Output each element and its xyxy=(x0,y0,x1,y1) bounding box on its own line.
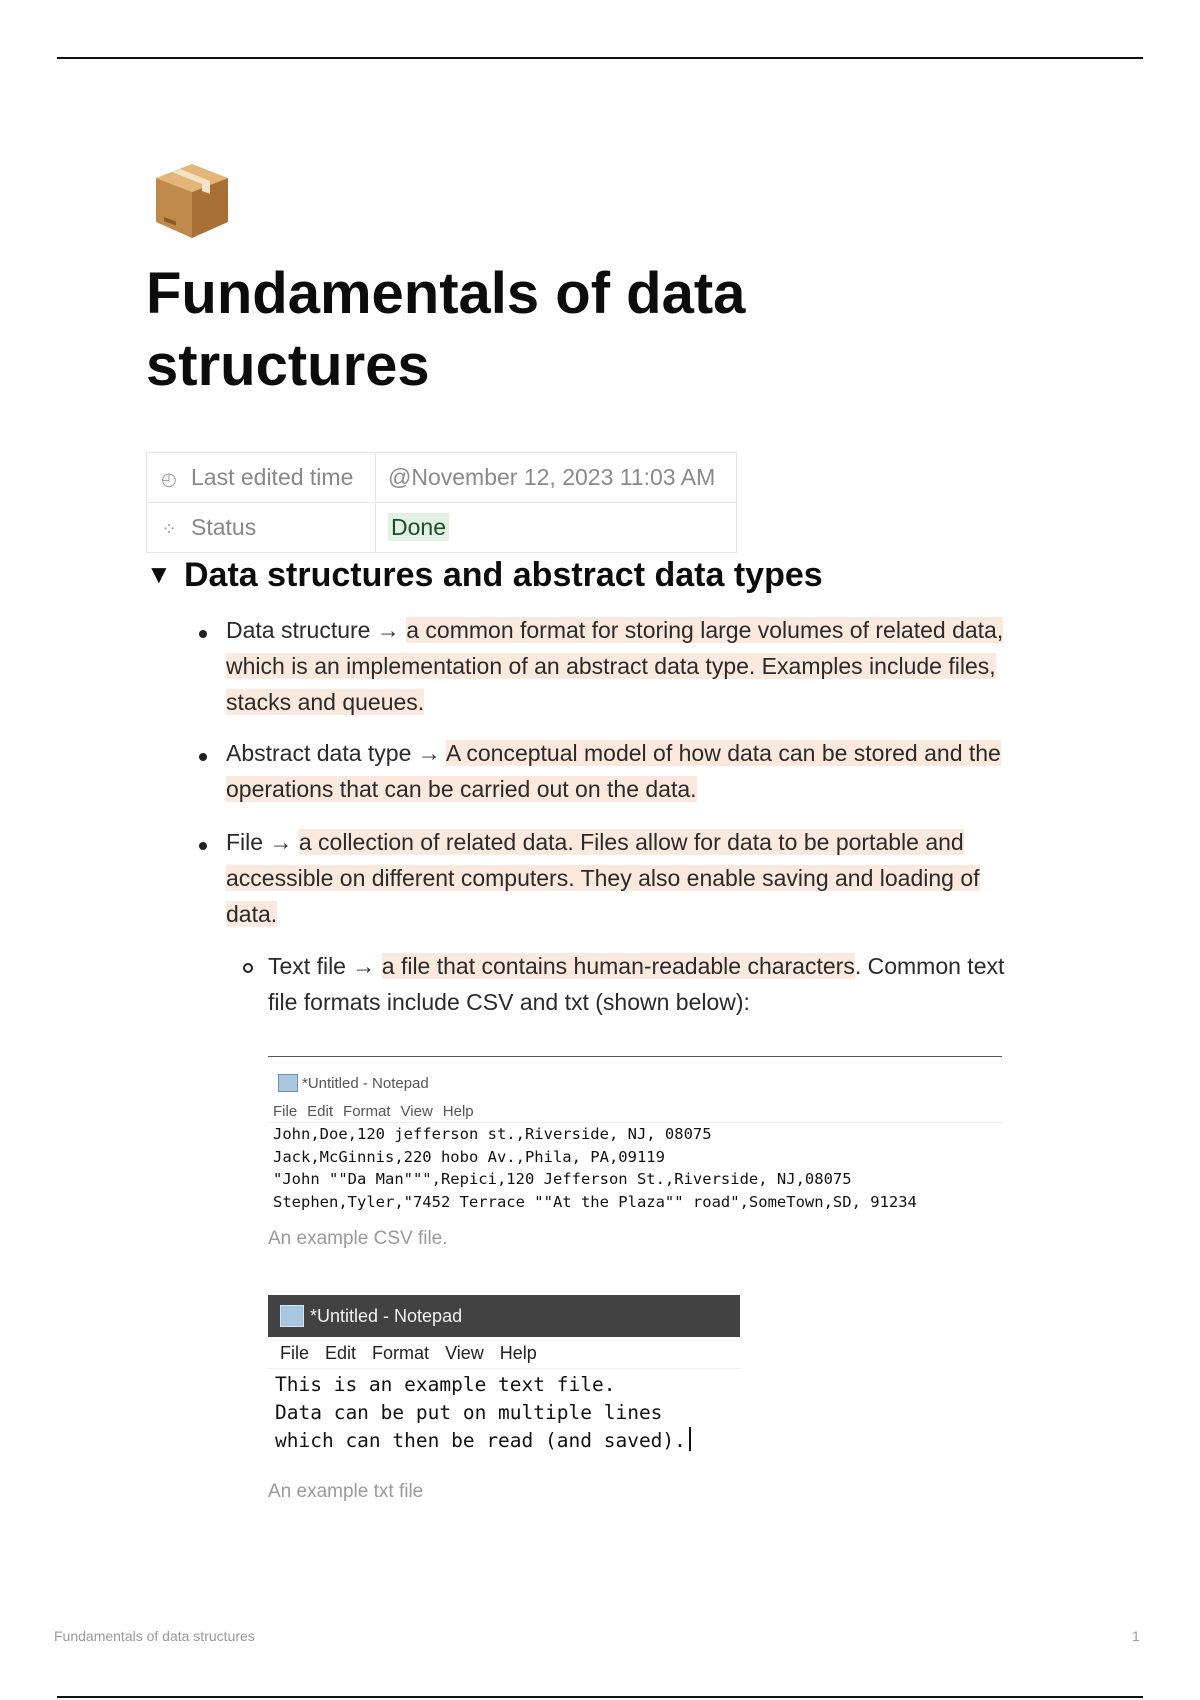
property-key: Last edited time xyxy=(191,464,354,490)
term: Abstract data type xyxy=(226,740,412,766)
csv-caption: An example CSV file. xyxy=(268,1228,448,1249)
window-title: *Untitled - Notepad xyxy=(310,1305,463,1326)
page-number: 1 xyxy=(1132,1628,1140,1644)
notepad-icon xyxy=(280,1305,304,1327)
bottom-rule xyxy=(57,1696,1143,1698)
csv-content: John,Doe,120 jefferson st.,Riverside, NJ, 08075 Jack,McGinnis,220 hobo Av.,Phila, PA,09119 "John ""Da Man""",Repici,120 Jefferson St.,Riverside, NJ,08075 Stephen,Tyler,"7452 Terrace ""At the Plaza"" road",SomeTown,SD, 91234 xyxy=(273,1125,917,1211)
text-caret xyxy=(689,1427,691,1451)
toggle-triangle-icon[interactable]: ▼ xyxy=(146,559,172,589)
sub-list-item: Text file → a file that contains human-readable characters. Common text xyxy=(268,953,1005,979)
list-item: Data structure → a common format for storing large volumes of related data, xyxy=(226,617,1004,643)
package-box-icon xyxy=(150,158,234,242)
term: Text file xyxy=(268,953,346,979)
properties-table xyxy=(146,452,737,553)
bullet-dot xyxy=(199,630,207,638)
clock-icon: ◴ xyxy=(161,469,177,489)
status-loader-icon: ⁘ xyxy=(161,519,177,539)
top-rule xyxy=(57,57,1143,59)
bullet-dot xyxy=(199,842,207,850)
last-edited-value[interactable]: @November 12, 2023 11:03 AM xyxy=(376,453,737,503)
property-row-last-edited xyxy=(147,453,737,503)
txt-content: This is an example text file. Data can be put on multiple lines which can then be read (and saved). xyxy=(268,1369,740,1457)
notepad-icon xyxy=(278,1074,298,1092)
list-item: File → a collection of related data. Files allow for data to be portable and xyxy=(226,829,964,855)
section-heading: Data structures and abstract data types xyxy=(184,556,823,594)
sub-bullet-circle xyxy=(243,963,253,973)
property-row-status xyxy=(147,503,737,553)
term: Data structure xyxy=(226,617,371,643)
bullet-dot xyxy=(199,753,207,761)
menu-bar: File Edit Format View Help xyxy=(268,1097,1002,1123)
page-title: Fundamentals of data structures xyxy=(146,261,746,398)
toggle-heading[interactable] xyxy=(146,552,823,597)
csv-notepad-image xyxy=(268,1056,1002,1214)
window-title: *Untitled - Notepad xyxy=(302,1074,429,1092)
footer-title: Fundamentals of data structures xyxy=(54,1628,255,1644)
status-badge[interactable]: Done xyxy=(388,513,449,541)
menu-bar: File Edit Format View Help xyxy=(268,1337,740,1369)
term: File xyxy=(226,829,264,855)
txt-caption: An example txt file xyxy=(268,1481,424,1502)
txt-notepad-image xyxy=(268,1295,740,1461)
property-key: Status xyxy=(191,514,257,540)
list-item: Abstract data type → A conceptual model of how data can be stored and the xyxy=(226,740,1001,766)
